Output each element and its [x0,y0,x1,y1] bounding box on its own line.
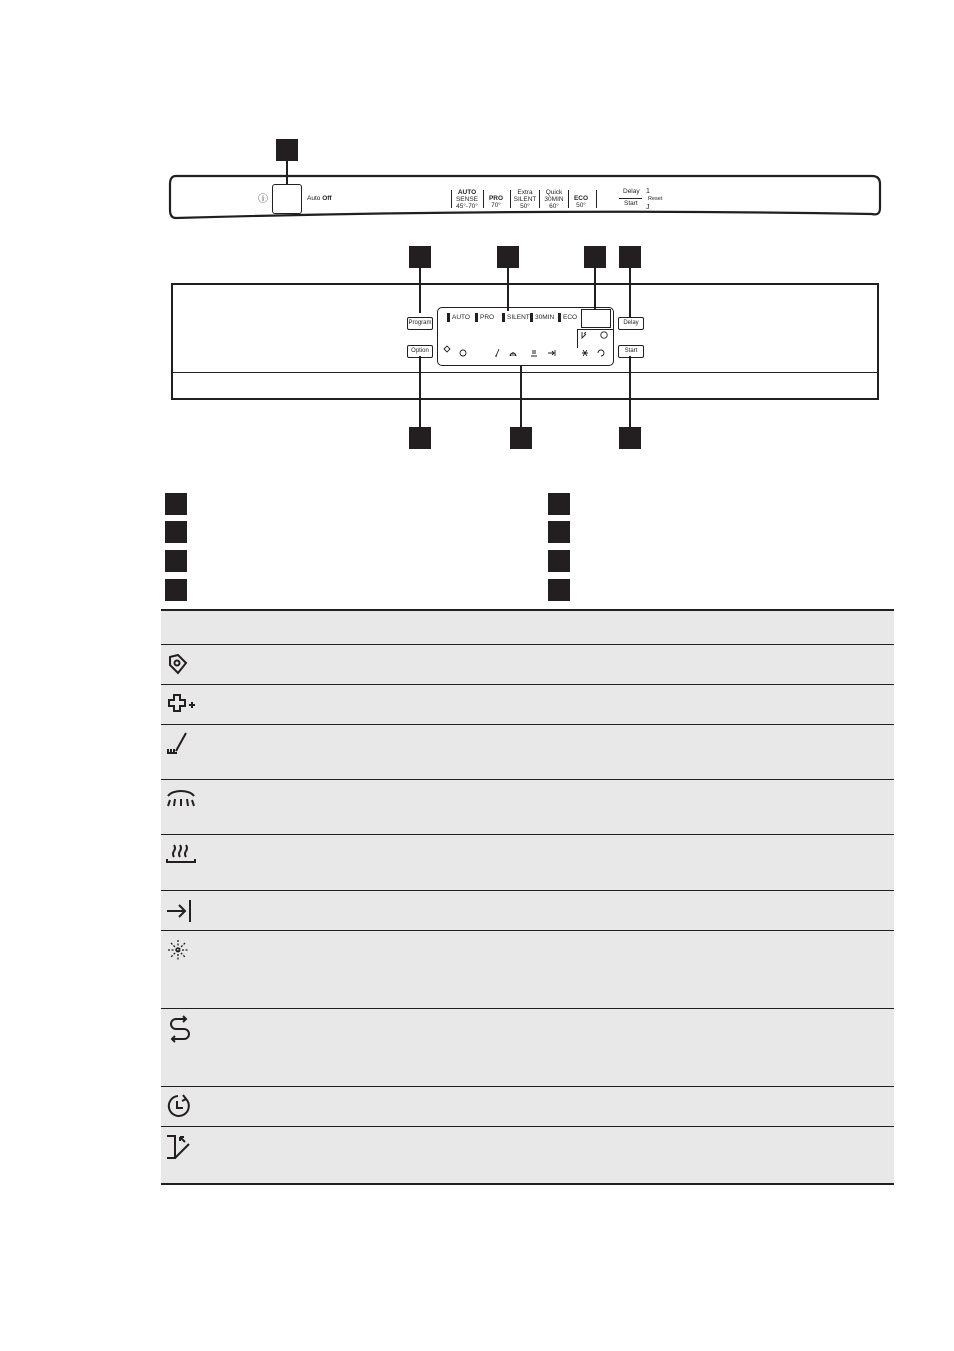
end-arrow-icon [164,897,198,925]
table-row [161,1008,894,1087]
legend-square [165,493,187,515]
timer-icon [164,1093,198,1121]
display-icons [438,330,614,364]
legend-square [165,521,187,543]
callout-line-8 [629,356,631,428]
program-chip: SILENT [502,313,530,322]
callout-square-7 [510,427,532,449]
digit-display [581,309,611,328]
table-row [161,1126,894,1185]
start-button[interactable]: Start [618,345,644,358]
cycle-icon [164,1015,198,1043]
callout-line-7 [520,365,522,428]
program-chip: ECO [558,313,577,322]
table-row [161,834,894,891]
program-label: Quick 30MIN 60° [544,189,564,210]
callout-square-2 [409,246,431,268]
program-chip: PRO [475,313,494,322]
table-row [161,1086,894,1127]
table-header-row [161,609,894,646]
salt-icon [164,651,198,679]
legend-square [548,521,570,543]
legend-square [548,579,570,601]
sparkle-icon [164,937,198,965]
callout-square-1 [276,139,298,161]
legend-square [548,550,570,572]
door-icon [164,1133,198,1161]
callout-square-3 [497,246,519,268]
delay-label: Delay [623,188,640,195]
program-chip: 30MIN [530,313,554,322]
start-label: Start [624,200,638,207]
callout-square-8 [619,427,641,449]
program-label: AUTO SENSE 45°-70° [455,189,479,210]
delay-start-divider [619,198,642,199]
power-button[interactable] [272,184,302,214]
reset-label: Reset [648,196,663,202]
program-button[interactable]: Program [407,317,433,330]
extra-hygiene-icon [164,691,198,719]
auto-off-label: Auto Off [307,195,332,202]
program-label: ECO 50° [573,195,589,209]
callout-line-6 [419,356,421,428]
spray-icon [164,786,198,814]
callout-square-6 [409,427,431,449]
table-row [161,684,894,725]
rinse-aid-icon [164,731,198,759]
legend-square [548,493,570,515]
option-button[interactable]: Option [407,345,433,358]
drying-icon [164,841,198,869]
table-row [161,890,894,931]
table-row [161,930,894,1009]
delay-button[interactable]: Delay [618,317,644,330]
power-icon: ⓘ [258,194,268,205]
callout-square-4 [584,246,606,268]
table-row [161,724,894,780]
legend-square [165,579,187,601]
program-label: PRO 70° [488,195,504,209]
reset-j: J [646,204,650,211]
table-row [161,779,894,835]
reset-one: 1 [646,188,650,195]
table-row [161,644,894,685]
callout-square-5 [619,246,641,268]
program-label: Extra SILENT 50° [513,189,537,210]
program-chip: AUTO [447,313,470,322]
legend-square [165,550,187,572]
display-panel-divider [172,372,878,373]
